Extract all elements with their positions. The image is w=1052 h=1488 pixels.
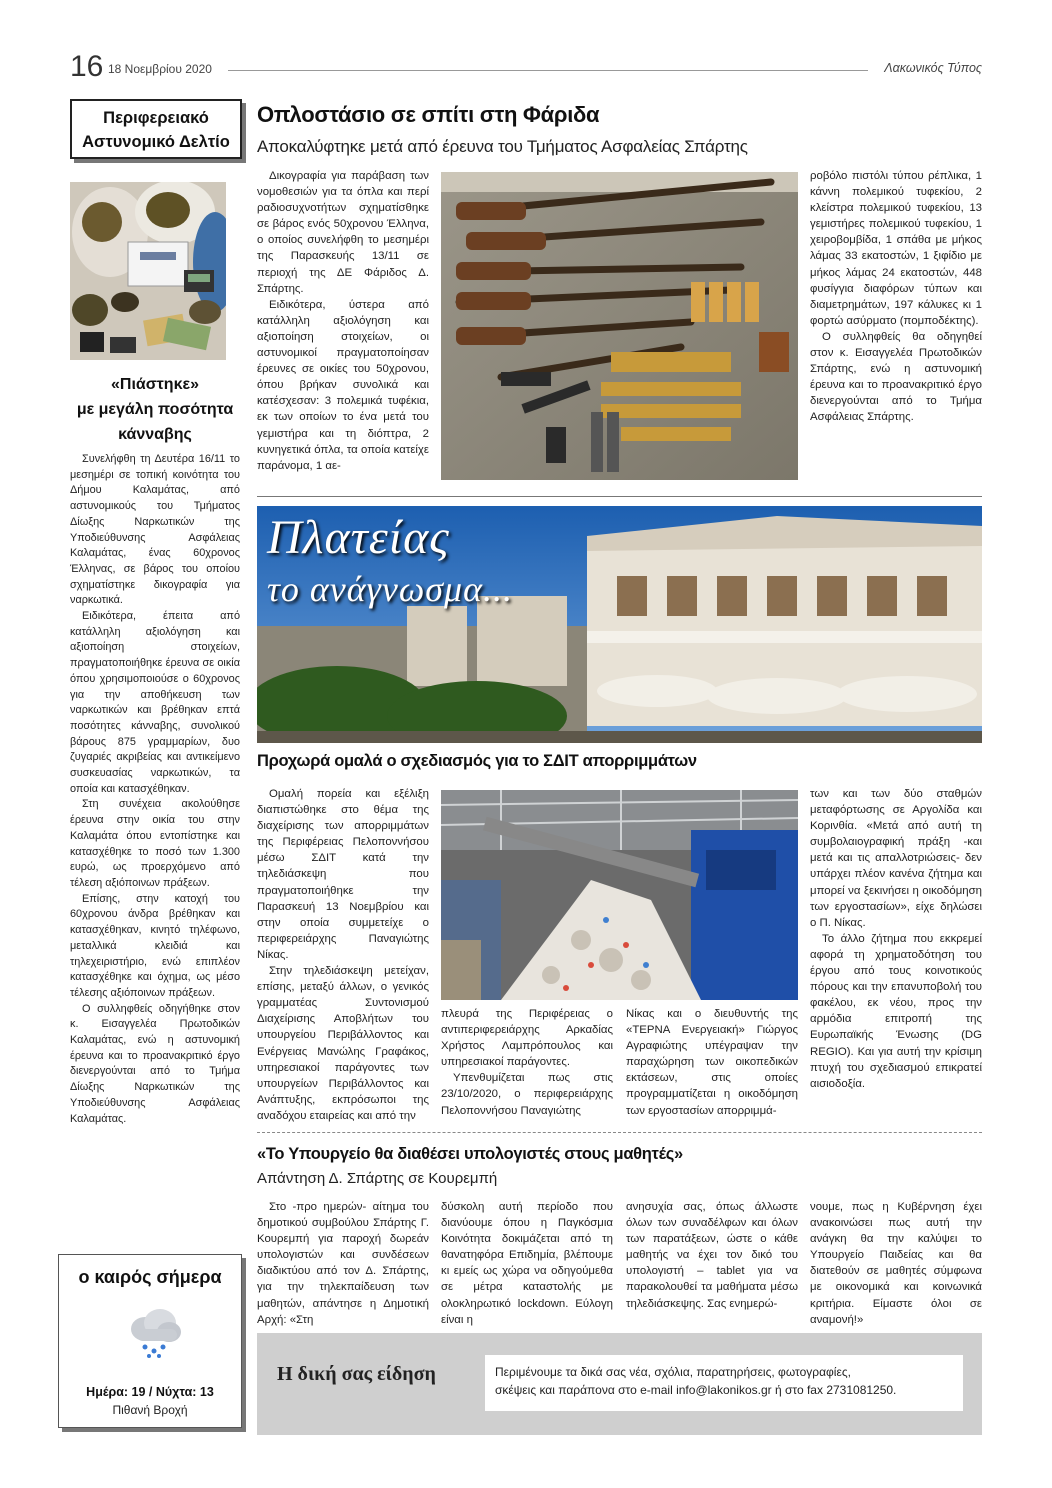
paragraph: Δικογραφία για παράβαση των νομοθεσιών για τα όπλα και περί ραδιοσυχνοτήτων σχηματίσθηκε σε βάρος ενός 50χρονου Έλληνα, ο οποίος συνελήφθη το μεσημέρι της Παρασκευής 13/11 σε περιοχή της ΔΕ Φάριδος Δ. Σπάρτης.	[257, 170, 429, 295]
header-rule	[228, 70, 868, 71]
article-3-column-1	[257, 1199, 429, 1328]
article-1-column-2	[810, 168, 982, 426]
weather-title: ο καιρός σήμερα	[78, 1267, 222, 1287]
paragraph: Ειδικότερα, έπειτα από κατάλληλη αξιολόγηση και αξιοποίηση στοιχείων, πραγματοποιήθηκε έρευνα σε οικία όπου χρησιμοποιούσε ο 60χρονος για την αποθήκευση των ναρκωτικών και βρέθηκαν επτά ποσότητες κάνναβης, συνολικού βάρους 875 γραμμαρίων, δυο ζυγαριές ακριβείας και αντικείμενο συσκευασίας ναρκωτικών, τα οποία και κατασχέθηκαν.	[70, 610, 240, 795]
article-2-column-4	[810, 786, 982, 1092]
paragraph: Ειδικότερα, ύστερα από κατάλληλη αξιολόγηση και αξιοποίηση στοιχείων, οι αστυνομικοί πραγματοποίησαν έρευνες σε οικίες του 50χρονου, όπου βρήκαν συνολικά και κατέσχεσαν: 3 πολεμικά τυφέκια, εκ των οποίων το ένα μετά του γεμιστήρα και τη διόπτρα, 2 κυνηγετικά όπλα, τα οποία κατείχε παράνομα, 1 αε-	[257, 298, 429, 472]
paragraph: Νίκας και ο διευθυντής της «ΤΕΡΝΑ Ενεργειακή» Γιώργος Αγραφιώτης υπέγραψαν την παραχώρηση των οικοπεδικών εκτάσεων, στις οποίες προγραμματίζεται η οικοδόμηση των εργοστασίων απορριμμά-	[626, 1008, 798, 1117]
platia-banner	[257, 506, 982, 743]
cannabis-seizure-photo	[70, 182, 226, 360]
article-1-column-1	[257, 168, 429, 474]
article-3-column-3	[626, 1199, 798, 1312]
paragraph: Στη συνέχεια ακολούθησε έρευνα στην οικία του στην Καλαμάτα όπου εντοπίστηκε και κατασχέθηκε το ποσό των 1.300 ευρώ, ως προερχόμενο από τέλεση αξιόποινων πράξεων.	[70, 798, 240, 889]
paragraph: δύσκολη αυτή περίοδο που διανύουμε όπου η Παγκόσμια Κοινότητα δοκιμάζεται από τη θανατηφόρα Επιδημία, βλέπουμε κι εμείς ως χώρα να οδηγούμεθα σε μέτρα καταστολής με ολοκληρωτικό lockdown. Εύλογη είναι η	[441, 1201, 613, 1326]
section-title-line-2: Αστυνομικό Δελτίο	[82, 133, 230, 151]
article-3-column-2	[441, 1199, 613, 1328]
paragraph: Ο συλληφθείς οδηγήθηκε στον κ. Εισαγγελέα Πρωτοδικών Καλαμάτας, ενώ η αστυνομική έρευνα και το προανακριτικό έργο διενεργούνται από το Τμήμα Δίωξης Ναρκωτικών της Υποδιεύθυνσης Ασφάλειας Καλαμάτας.	[70, 1002, 240, 1125]
page-date: 18 Νοεμβρίου 2020	[108, 62, 212, 76]
article-2-column-3	[626, 1006, 798, 1119]
paragraph: Στην τηλεδιάσκεψη μετείχαν, επίσης, μεταξύ άλλων, ο γενικός γραμματέας Συντονισμού Διαχείρισης Αποβλήτων του υπουργείου Περιβάλλοντος και Ενέργειας Μανώλης Γραφάκος, υπηρεσιακοί παράγοντες των υπουργείων Περιβάλλοντος και Ανάπτυξης, εκπρόσωποι της αναδόχου εταιρείας και από την	[257, 965, 429, 1122]
paragraph: Υπενθυμίζεται πως στις 23/10/2020, ο περιφερειάρχης Πελοποννήσου Παναγιώτης	[441, 1072, 613, 1117]
paragraph: νουμε, πως η Κυβέρνηση έχει ανακοινώσει πως αυτή την ανάγκη θα την καλύψει το Υπουργείο Παιδείας και θα διατεθούν σε μαθητές σύμφωνα με οικονομικά και κοινωνικά κριτήρια. Είμαστε όλοι σε αναμονή!»	[810, 1201, 982, 1326]
weather-box	[58, 1254, 242, 1428]
paragraph: των και των δύο σταθμών μεταφόρτωσης σε Αργολίδα και Κορινθία. «Μετά από αυτή τη συμβολαιογραφική πράξη -και μετά και τις απαλλοτριώσεις- δεν υπάρχει πλέον κανένα ζήτημα και μπορεί να ξεκινήσει η οικοδόμηση των εργοστασίων», είχε δηλώσει ο Π. Νίκας.	[810, 788, 982, 929]
rain-cloud-icon	[125, 1307, 185, 1359]
article-1-subtitle: Αποκαλύφτηκε μετά από έρευνα του Τμήματος Ασφαλείας Σπάρτης	[257, 137, 748, 156]
paragraph: πλευρά της Περιφέρειας ο αντιπεριφερειάρχης Αρκαδίας Χρήστος Λαμπρόπουλος και υπηρεσιακοί παράγοντες.	[441, 1008, 613, 1069]
sidebar-article-body	[70, 452, 240, 1127]
paragraph: Στο -προ ημερών- αίτημα του δημοτικού συμβούλου Σπάρτης Γ. Κουρεμπή για παροχή δωρεάν υπολογιστών και συνδέσεων διαδικτύου από τον Δ. Σπάρτης, για την τηλεκπαίδευση των μαθητών, απάντησε η Δημοτική Αρχή: «Στη	[257, 1201, 429, 1326]
publication-name: Λακωνικός Τύπος	[884, 61, 982, 75]
banner-title-line-1: Πλατείας	[267, 511, 450, 564]
article-2-title: Προχωρά ομαλά ο σχεδιασμός για το ΣΔΙΤ απορριμμάτων	[257, 752, 697, 770]
sidebar-article-title	[70, 372, 240, 447]
sidebar-title-line-1: «Πιάστηκε»	[110, 376, 199, 393]
your-news-line-1: Περιμένουμε τα δικά σας νέα, σχόλια, παρατηρήσεις, φωτογραφίες,	[495, 1365, 851, 1379]
seized-weapons-photo	[441, 172, 798, 480]
page-number: 16	[70, 50, 104, 83]
waste-facility-photo	[441, 790, 798, 1000]
paragraph: Το άλλο ζήτημα που εκκρεμεί αφορά τη χρηματοδότηση του έργου από τους κοινοτικούς πόρους και την επανυποβολή του φακέλου, εκ νέου, προς την αρμόδια επιτροπή της Ευρωπαϊκής Ένωσης (DG REGIO). Και για αυτή την κρίσιμη πτυχή του σχεδιασμού επικρατεί αισιοδοξία.	[810, 932, 982, 1090]
article-2-column-1	[257, 786, 429, 1124]
sidebar-title-line-3: κάνναβης	[118, 426, 192, 443]
article-2-column-2	[441, 1006, 613, 1119]
your-news-message	[485, 1355, 963, 1411]
article-3-title: «Το Υπουργείο θα διαθέσει υπολογιστές στους μαθητές»	[257, 1145, 683, 1163]
sidebar-title-line-2: με μεγάλη ποσότητα	[76, 401, 234, 418]
paragraph: Ο συλληφθείς θα οδηγηθεί στον κ. Εισαγγελέα Πρωτοδικών Σπάρτης, ενώ η αστυνομική έρευνα και το προανακριτικό έργο διενεργούνται από το Τμήμα Ασφάλειας Σπάρτης.	[810, 330, 982, 424]
paragraph: Επίσης, στην κατοχή του 60χρονου άνδρα βρέθηκαν και κατασχέθηκαν, κινητό τηλέφωνο, μεταλλικά κλειδιά και τηλεχειριστήριο, ενώ επιπλέον κατασχέθηκε και όχημα, ως μέσο τέλεσης αξιόποινων πράξεων.	[70, 892, 240, 999]
paragraph: Συνελήφθη τη Δευτέρα 16/11 το μεσημέρι σε τοπική κοινότητα του Δήμου Καλαμάτας, από αστυνομικούς του Τμήματος Δίωξης Ναρκωτικών της Υποδιεύθυνσης Ασφάλειας Καλαμάτας, ένας 60χρονος Έλληνας, σε βάρος του οποίου σχηματίστηκε δικογραφία για ναρκωτικά.	[70, 453, 240, 607]
article-1-title: Οπλοστάσιο σε σπίτι στη Φάριδα	[257, 102, 600, 127]
paragraph: ανησυχία σας, όπως άλλωστε όλων των συναδέλφων και όλων των παρατάξεων, ώστε ο κάθε μαθητής να έχει τον δικό του υπολογιστή – tablet για να παρακολουθεί τα μαθήματα μέσω τηλεδιάσκεψης. Σας ενημερώ-	[626, 1201, 798, 1310]
section-divider-dashed	[257, 1132, 982, 1133]
your-news-box	[257, 1333, 982, 1435]
section-title-line-1: Περιφερειακό	[103, 109, 209, 127]
paragraph: ροβόλο πιστόλι τύπου ρέπλικα, 1 κάννη πολεμικού τυφεκίου, 2 κλείστρα πολεμικού τυφεκίου, 13 γεμιστήρες πολεμικού τυφεκίου, 1 χειροβομβίδα, 1 σπάθα με μήκος λάμας 33 εκατοστών, 1 ξιφίδιο με μήκος λάμας 24 εκατοστών, 448 φυσίγγια διαφόρων τύπων και διαμετρημάτων, 197 κάλυκες κι 1 φορτώ ασύρματο (πομποδέκτης).	[810, 170, 982, 327]
your-news-title: Η δική σας είδηση	[277, 1363, 436, 1385]
article-3-subtitle: Απάντηση Δ. Σπάρτης σε Κουρεμπή	[257, 1170, 498, 1187]
weather-temps: Ημέρα: 19 / Νύχτα: 13	[86, 1385, 214, 1399]
your-news-line-2: σκέψεις και παράπονα στο e-mail info@lakonikos.gr ή στο fax 2731081250.	[495, 1383, 897, 1397]
police-bulletin-box	[70, 99, 242, 159]
paragraph: Ομαλή πορεία και εξέλιξη διαπιστώθηκε στο θέμα της διαχείρισης των απορριμμάτων της Περιφέρειας Πελοποννήσου μέσω ΣΔΙΤ κατά την τηλεδιάσκεψη που πραγματοποιήθηκε την Παρασκευή 13 Νοεμβρίου και στην οποία συμμετείχε ο περιφερειάρχης Παναγιώτης Νίκας.	[257, 788, 429, 961]
section-divider	[257, 496, 982, 497]
article-3-column-4	[810, 1199, 982, 1328]
weather-condition: Πιθανή Βροχή	[112, 1403, 188, 1417]
banner-title-line-2: το ανάγνωσμα...	[267, 569, 513, 609]
